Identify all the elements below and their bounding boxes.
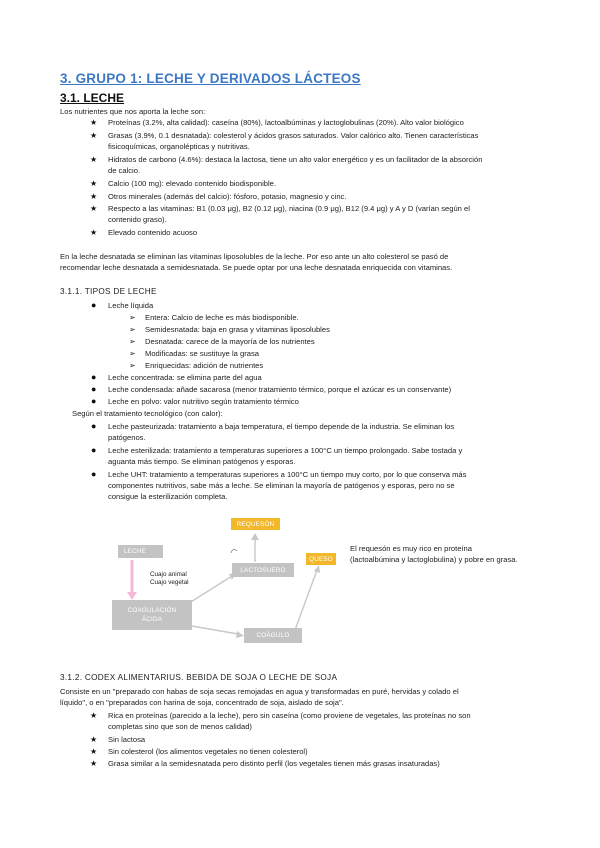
arrowhead-icon: ➢ bbox=[129, 349, 136, 358]
star-icon: ★ bbox=[90, 735, 98, 744]
arrowhead-icon bbox=[251, 533, 259, 540]
section-heading-codex: 3.1.2. CODEX ALIMENTARIUS. BEBIDA DE SOJA O LECHE DE SOJA bbox=[60, 673, 338, 682]
list-item: Hidratos de carbono (4.6%): destaca la lactosa, tiene un alto valor energético y es un facilitador de la absorción de calcio. bbox=[108, 155, 483, 175]
arrowhead-icon bbox=[127, 592, 137, 600]
star-icon: ★ bbox=[90, 192, 98, 201]
arrowhead-icon bbox=[236, 631, 244, 638]
arrow-coag-lactosuero bbox=[186, 576, 232, 605]
list-item: Sin lactosa bbox=[108, 735, 146, 744]
arrow-coagulo-queso bbox=[295, 570, 317, 630]
list-item: Leche líquida bbox=[108, 301, 154, 310]
dot-icon: ● bbox=[91, 445, 97, 455]
box-lactosuero: LACTOSUERO bbox=[232, 563, 294, 577]
star-icon: ★ bbox=[90, 711, 98, 720]
list-item: Entera: Calcio de leche es más biodisponible. bbox=[145, 313, 299, 322]
arrowhead-icon: ➢ bbox=[129, 313, 136, 322]
list-item: Elevado contenido acuoso bbox=[108, 228, 198, 237]
dot-icon: ● bbox=[91, 384, 97, 394]
intro-text: Los nutrientes que nos aporta la leche son: bbox=[60, 107, 206, 116]
list-item: Otros minerales (además del calcio): fósforo, potasio, magnesio y cinc. bbox=[108, 192, 347, 201]
dot-icon: ● bbox=[91, 300, 97, 310]
label-cuajo-animal: Cuajo animal bbox=[150, 571, 187, 578]
list-item: Respecto a las vitaminas: B1 (0.03 μg), B2 (0.12 μg), niacina (0.9 μg), B12 (9.4 μg) y A y D (varían según el contenido graso). bbox=[108, 204, 470, 224]
list-item: Leche esterilizada: tratamiento a temperaturas superiores a 100°C un tiempo prolongado. Sabe tostada y aguanta más tiempo. Se eliminan patógenos y esporas. bbox=[108, 446, 463, 466]
list-item: Enriquecidas: adición de nutrientes bbox=[145, 361, 264, 370]
list-item: Modificadas: se sustituye la grasa bbox=[145, 349, 259, 358]
list-item: Semidesnatada: baja en grasa y vitaminas liposolubles bbox=[145, 325, 330, 334]
box-leche: LECHE bbox=[118, 545, 163, 558]
box-requeson: REQUESÓN bbox=[231, 518, 280, 530]
list-item: Leche UHT: tratamiento a temperaturas superiores a 100°C un tiempo muy corto, por lo que conserva más componentes nutritivos, sabe más a leche. Se eliminan la mayoría de patógenos y esporas, pero no se consigue la esterilización completa. bbox=[108, 470, 467, 501]
dot-icon: ● bbox=[91, 421, 97, 431]
dot-icon: ● bbox=[91, 396, 97, 406]
label-cuajo-vegetal: Cuajo vegetal bbox=[150, 579, 189, 586]
star-icon: ★ bbox=[90, 131, 98, 140]
star-icon: ★ bbox=[90, 155, 98, 164]
list-item: Leche en polvo: valor nutritivo según tratamiento térmico bbox=[108, 397, 299, 406]
page-title: 3. GRUPO 1: LECHE Y DERIVADOS LÁCTEOS bbox=[60, 71, 361, 86]
box-queso: QUESO bbox=[306, 553, 336, 565]
list-item: Grasa similar a la semidesnatada pero distinto perfil (los vegetales tienen más grasas insaturadas) bbox=[108, 759, 440, 768]
star-icon: ★ bbox=[90, 759, 98, 768]
arrowhead-icon: ➢ bbox=[129, 325, 136, 334]
star-icon: ★ bbox=[90, 204, 98, 213]
list-item: Rica en proteínas (parecido a la leche), pero sin caseína (como proviene de vegetales, las proteínas no son completas sino que son de menos calidad) bbox=[108, 711, 471, 731]
arrowhead-icon: ➢ bbox=[129, 337, 136, 346]
list-item: Calcio (100 mg): elevado contenido biodisponible. bbox=[108, 179, 277, 188]
star-icon: ★ bbox=[90, 179, 98, 188]
box-coagulo: COÁGULO bbox=[244, 628, 302, 643]
list-item: Grasas (3.9%, 0.1 desnatada): colesterol y ácidos grasos saturados. Valor calórico alto. Tienen características fisicoquímicas, organolépticas y nutritivas. bbox=[108, 131, 479, 151]
list-item: Sin colesterol (los alimentos vegetales no tienen colesterol) bbox=[108, 747, 308, 756]
arrowhead-icon bbox=[314, 565, 320, 573]
box-coagulacion-acida: COAGULACIÓN ÁCIDA bbox=[112, 600, 192, 630]
list-item: Leche concentrada: se elimina parte del agua bbox=[108, 373, 262, 382]
cursor-icon bbox=[231, 549, 237, 553]
dot-icon: ● bbox=[91, 372, 97, 382]
list-item: Leche pasteurizada: tratamiento a baja temperatura, el tiempo depende de la industria. Se eliminan los patógenos. bbox=[108, 422, 455, 442]
codex-paragraph: Consiste en un "preparado con habas de soja secas remojadas en agua y transformadas en puré, hervidas y colado el líquido", o en "preparados con harina de soja, concentrado de soja, aislado de soja". bbox=[60, 687, 459, 707]
dot-icon: ● bbox=[91, 469, 97, 479]
list-item: Leche condensada: añade sacarosa (menor tratamiento térmico, porque el azúcar es un conservante) bbox=[108, 385, 452, 394]
star-icon: ★ bbox=[90, 747, 98, 756]
star-icon: ★ bbox=[90, 118, 98, 127]
paragraph-desnatada: En la leche desnatada se eliminan las vitaminas liposolubles de la leche. Por eso ante un alto colesterol se pasó de recomendar leche desnatada a semidesnatada. Se puede optar por una leche desnatada enriquecida con vitaminas. bbox=[60, 252, 453, 272]
list-item: Desnatada: carece de la mayoría de los nutrientes bbox=[145, 337, 315, 346]
requeson-note: El requesón es muy rico en proteína (lactoalbúmina y lactoglobulina) y pobre en grasa. bbox=[350, 544, 518, 564]
list-item: Proteínas (3.2%, alta calidad): caseína (80%), lactoalbúminas y lactoglobulinas (20%). Alto valor biológico bbox=[108, 118, 464, 127]
star-icon: ★ bbox=[90, 228, 98, 237]
arrowhead-icon: ➢ bbox=[129, 361, 136, 370]
section-heading-leche: 3.1. LECHE bbox=[60, 91, 125, 105]
section-heading-tipos: 3.1.1. TIPOS DE LECHE bbox=[60, 287, 157, 296]
tech-intro: Según el tratamiento tecnológico (con calor): bbox=[72, 409, 223, 418]
arrow-coag-coagulo bbox=[186, 625, 238, 634]
